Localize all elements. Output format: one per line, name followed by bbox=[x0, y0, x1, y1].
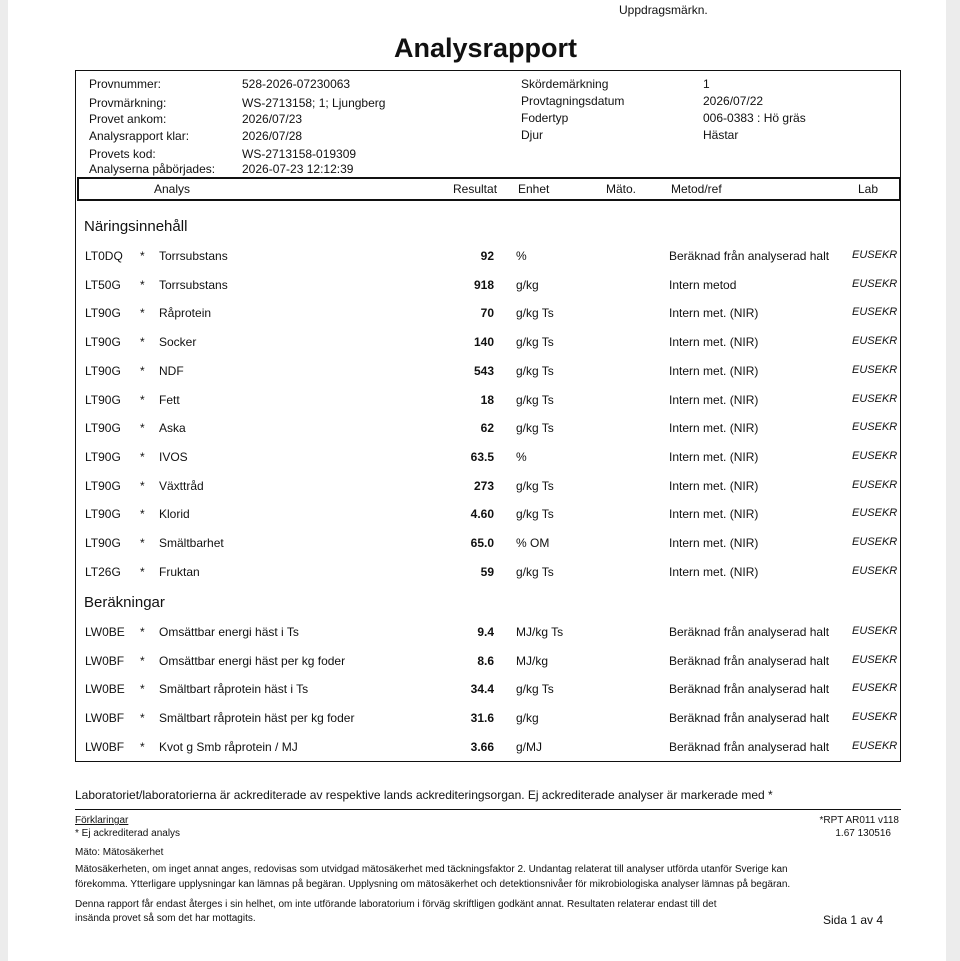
not-accredited-mark: * bbox=[140, 421, 145, 435]
result-unit: g/kg Ts bbox=[516, 335, 554, 349]
not-accredited-mark: * bbox=[140, 479, 145, 493]
result-unit: g/kg Ts bbox=[516, 421, 554, 435]
lab-code: EUSEKR bbox=[852, 536, 898, 548]
info-value: 2026/07/22 bbox=[703, 94, 764, 108]
result-value: 59 bbox=[480, 565, 494, 579]
not-accredited-mark: * bbox=[140, 278, 145, 292]
result-unit: g/kg Ts bbox=[516, 507, 554, 521]
not-accredited-mark: * bbox=[140, 393, 145, 407]
ej-ackrediterad-note: * Ej ackrediterad analys bbox=[75, 828, 181, 839]
result-value: 18 bbox=[480, 393, 494, 407]
analysis-name: Socker bbox=[159, 335, 197, 349]
info-value: 2026-07-23 12:12:39 bbox=[242, 162, 354, 176]
result-unit: g/kg Ts bbox=[516, 479, 554, 493]
mato-text-1: Mätosäkerheten, om inget annat anges, redovisas som utvidgad mätosäkerhet med täckningsfaktor 2. Undantag relaterat till analyser utförda utanför Sverige kan bbox=[75, 864, 788, 875]
footer-divider bbox=[75, 809, 901, 810]
result-unit: g/kg Ts bbox=[516, 682, 554, 696]
analysis-code: LT90G bbox=[85, 536, 121, 550]
lab-code: EUSEKR bbox=[852, 421, 898, 433]
result-value: 70 bbox=[480, 306, 494, 320]
result-value: 8.6 bbox=[477, 654, 494, 668]
info-value: 1 bbox=[703, 77, 710, 91]
uppdragsmarkning-label: Uppdragsmärkn. bbox=[619, 3, 708, 17]
info-label: Analyserna påbörjades: bbox=[89, 162, 216, 176]
not-accredited-mark: * bbox=[140, 740, 145, 754]
lab-code: EUSEKR bbox=[852, 364, 898, 376]
info-label: Fodertyp bbox=[521, 111, 569, 125]
col-lab: Lab bbox=[858, 182, 879, 196]
method-ref: Beräknad från analyserad halt bbox=[669, 711, 830, 725]
analysis-name: Omsättbar energi häst i Ts bbox=[159, 625, 299, 639]
info-value: WS-2713158-019309 bbox=[242, 147, 357, 161]
analysis-name: Kvot g Smb råprotein / MJ bbox=[159, 740, 298, 754]
info-value: Hästar bbox=[703, 128, 739, 142]
method-ref: Intern met. (NIR) bbox=[669, 479, 759, 493]
method-ref: Intern met. (NIR) bbox=[669, 306, 759, 320]
forklaringar-heading: Förklaringar bbox=[75, 815, 129, 826]
not-accredited-mark: * bbox=[140, 536, 145, 550]
result-value: 31.6 bbox=[470, 711, 494, 725]
result-value: 62 bbox=[480, 421, 494, 435]
analysis-code: LW0BF bbox=[85, 654, 125, 668]
lab-code: EUSEKR bbox=[852, 249, 898, 261]
col-enhet: Enhet bbox=[518, 182, 550, 196]
result-value: 65.0 bbox=[470, 536, 494, 550]
analysis-code: LT90G bbox=[85, 335, 121, 349]
analysis-name: Smältbart råprotein häst per kg foder bbox=[159, 711, 355, 725]
not-accredited-mark: * bbox=[140, 654, 145, 668]
info-label: Provets kod: bbox=[89, 147, 156, 161]
method-ref: Intern met. (NIR) bbox=[669, 536, 759, 550]
not-accredited-mark: * bbox=[140, 364, 145, 378]
info-label: Skördemärkning bbox=[521, 77, 609, 91]
analysis-code: LT90G bbox=[85, 507, 121, 521]
info-value: 2026/07/23 bbox=[242, 112, 303, 126]
result-value: 918 bbox=[473, 278, 494, 292]
info-value: 006-0383 : Hö gräs bbox=[703, 111, 806, 125]
method-ref: Intern met. (NIR) bbox=[669, 364, 759, 378]
col-metod: Metod/ref bbox=[671, 182, 722, 196]
analysis-code: LT26G bbox=[85, 565, 121, 579]
info-label: Provtagningsdatum bbox=[521, 94, 625, 108]
analysis-name: Fruktan bbox=[159, 565, 200, 579]
mato-text-2: förekomma. Ytterligare upplysningar kan lämnas på begäran. Upplysning om mätosäkerhet och detektionsnivåer för mikrobiologiska analyser lämnas på begäran. bbox=[75, 879, 791, 890]
analysis-code: LT90G bbox=[85, 393, 121, 407]
result-unit: g/kg Ts bbox=[516, 565, 554, 579]
result-value: 34.4 bbox=[470, 682, 494, 696]
result-unit: g/MJ bbox=[516, 740, 543, 754]
lab-code: EUSEKR bbox=[852, 740, 898, 752]
method-ref: Intern met. (NIR) bbox=[669, 393, 759, 407]
analysis-code: LT0DQ bbox=[85, 249, 123, 263]
not-accredited-mark: * bbox=[140, 249, 145, 263]
method-ref: Intern met. (NIR) bbox=[669, 507, 759, 521]
lab-code: EUSEKR bbox=[852, 507, 898, 519]
not-accredited-mark: * bbox=[140, 625, 145, 639]
col-mato: Mäto. bbox=[606, 182, 637, 196]
col-analys: Analys bbox=[154, 182, 191, 196]
lab-code: EUSEKR bbox=[852, 654, 898, 666]
analysis-code: LT90G bbox=[85, 306, 121, 320]
analysis-code: LT90G bbox=[85, 450, 121, 464]
result-value: 140 bbox=[473, 335, 494, 349]
page-number: Sida 1 av 4 bbox=[823, 913, 884, 927]
analysis-code: LW0BF bbox=[85, 711, 125, 725]
info-label: Provmärkning: bbox=[89, 96, 167, 110]
info-label: Provnummer: bbox=[89, 77, 162, 91]
info-label: Analysrapport klar: bbox=[89, 129, 190, 143]
analysis-name: Torrsubstans bbox=[159, 278, 228, 292]
result-unit: g/kg bbox=[516, 711, 539, 725]
lab-code: EUSEKR bbox=[852, 625, 898, 637]
lab-code: EUSEKR bbox=[852, 306, 898, 318]
lab-code: EUSEKR bbox=[852, 565, 898, 577]
denna-text-1: Denna rapport får endast återges i sin helhet, om inte utförande laboratorium i förväg skriftligen godkänt annat. Resultaten relaterar endast till det bbox=[75, 899, 717, 910]
rpt-version: 1.67 130516 bbox=[835, 828, 891, 839]
method-ref: Beräknad från analyserad halt bbox=[669, 654, 830, 668]
method-ref: Intern met. (NIR) bbox=[669, 450, 759, 464]
result-unit: % bbox=[516, 450, 527, 464]
method-ref: Beräknad från analyserad halt bbox=[669, 249, 830, 263]
analysis-name: Omsättbar energi häst per kg foder bbox=[159, 654, 346, 668]
analysis-name: Växttråd bbox=[159, 479, 204, 493]
page-title: Analysrapport bbox=[393, 33, 578, 63]
result-value: 63.5 bbox=[470, 450, 494, 464]
info-label: Djur bbox=[521, 128, 544, 142]
not-accredited-mark: * bbox=[140, 335, 145, 349]
method-ref: Intern met. (NIR) bbox=[669, 335, 759, 349]
method-ref: Beräknad från analyserad halt bbox=[669, 682, 830, 696]
report-page bbox=[8, 0, 946, 961]
lab-code: EUSEKR bbox=[852, 450, 898, 462]
analysis-code: LW0BE bbox=[85, 625, 125, 639]
result-value: 543 bbox=[473, 364, 494, 378]
lab-code: EUSEKR bbox=[852, 335, 898, 347]
mato-legend: Mäto: Mätosäkerhet bbox=[75, 847, 164, 858]
method-ref: Intern metod bbox=[669, 278, 737, 292]
result-unit: % OM bbox=[516, 536, 550, 550]
method-ref: Beräknad från analyserad halt bbox=[669, 740, 830, 754]
lab-code: EUSEKR bbox=[852, 682, 898, 694]
lab-code: EUSEKR bbox=[852, 393, 898, 405]
result-value: 273 bbox=[473, 479, 494, 493]
col-resultat: Resultat bbox=[453, 182, 498, 196]
section-title: Beräkningar bbox=[84, 594, 165, 611]
lab-code: EUSEKR bbox=[852, 479, 898, 491]
result-unit: g/kg Ts bbox=[516, 306, 554, 320]
analysis-name: Smältbarhet bbox=[159, 536, 224, 550]
not-accredited-mark: * bbox=[140, 711, 145, 725]
analysis-code: LT90G bbox=[85, 421, 121, 435]
analysis-name: Aska bbox=[159, 421, 186, 435]
analysis-name: Fett bbox=[159, 393, 180, 407]
analysis-name: Smältbart råprotein häst i Ts bbox=[159, 682, 309, 696]
info-label: Provet ankom: bbox=[89, 112, 167, 126]
method-ref: Beräknad från analyserad halt bbox=[669, 625, 830, 639]
analysis-name: Torrsubstans bbox=[159, 249, 228, 263]
info-value: 2026/07/28 bbox=[242, 129, 303, 143]
result-value: 4.60 bbox=[470, 507, 494, 521]
lab-code: EUSEKR bbox=[852, 711, 898, 723]
analysis-code: LT90G bbox=[85, 479, 121, 493]
column-header-bar bbox=[77, 177, 901, 201]
result-unit: g/kg bbox=[516, 278, 539, 292]
not-accredited-mark: * bbox=[140, 682, 145, 696]
analysis-code: LW0BF bbox=[85, 740, 125, 754]
info-value: WS-2713158; 1; Ljungberg bbox=[242, 96, 386, 110]
not-accredited-mark: * bbox=[140, 507, 145, 521]
result-unit: MJ/kg bbox=[516, 654, 549, 668]
not-accredited-mark: * bbox=[140, 565, 145, 579]
analysis-code: LT90G bbox=[85, 364, 121, 378]
result-value: 92 bbox=[480, 249, 494, 263]
result-unit: g/kg Ts bbox=[516, 364, 554, 378]
section-title: Näringsinnehåll bbox=[84, 218, 188, 235]
lab-code: EUSEKR bbox=[852, 278, 898, 290]
result-unit: % bbox=[516, 249, 527, 263]
analysis-name: NDF bbox=[159, 364, 184, 378]
result-value: 9.4 bbox=[477, 625, 494, 639]
accreditation-note: Laboratoriet/laboratorierna är ackrediterade av respektive lands ackrediteringsorgan. Ej ackrediterade analyser är markerade med * bbox=[75, 788, 773, 802]
rpt-code: *RPT AR011 v118 bbox=[819, 815, 899, 826]
analysis-code: LW0BE bbox=[85, 682, 125, 696]
analysis-name: IVOS bbox=[159, 450, 188, 464]
method-ref: Intern met. (NIR) bbox=[669, 421, 759, 435]
method-ref: Intern met. (NIR) bbox=[669, 565, 759, 579]
analysis-name: Klorid bbox=[159, 507, 190, 521]
analysis-name: Råprotein bbox=[159, 306, 212, 320]
result-unit: g/kg Ts bbox=[516, 393, 554, 407]
denna-text-2: insända provet så som det har mottagits. bbox=[75, 913, 256, 924]
analysis-code: LT50G bbox=[85, 278, 121, 292]
result-unit: MJ/kg Ts bbox=[516, 625, 564, 639]
result-value: 3.66 bbox=[470, 740, 494, 754]
not-accredited-mark: * bbox=[140, 306, 145, 320]
info-value: 528-2026-07230063 bbox=[242, 77, 351, 91]
not-accredited-mark: * bbox=[140, 450, 145, 464]
